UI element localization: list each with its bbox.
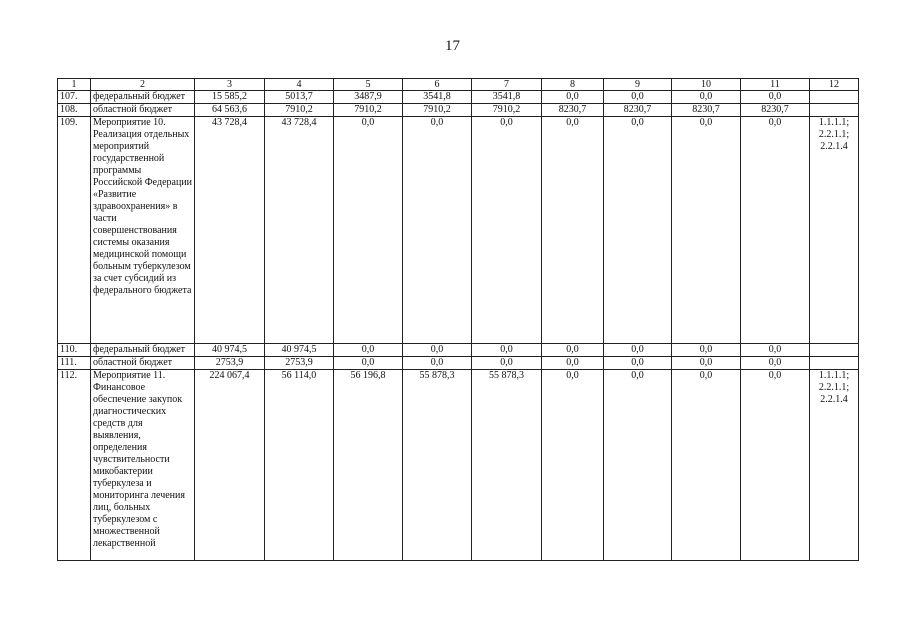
row-number: 109. (58, 117, 91, 344)
table-cell: 3487,9 (334, 91, 403, 104)
row-name: Мероприятие 10. Реализация отдельных мероприятий государственной программы Российской Федерации «Развитие здравоохранения» в части совершенствования системы оказания медицинской помощи больным туберкулезом за счет субсидий из федерального бюджета (91, 117, 195, 344)
column-header: 5 (334, 79, 403, 91)
column-header: 11 (741, 79, 810, 91)
table-cell: 8230,7 (741, 104, 810, 117)
table-cell: 40 974,5 (265, 344, 334, 357)
table-cell: 8230,7 (542, 104, 604, 117)
table-cell: 0,0 (741, 370, 810, 561)
column-header: 9 (604, 79, 672, 91)
table-cell: 0,0 (403, 344, 472, 357)
row-number: 112. (58, 370, 91, 561)
page-number: 17 (445, 38, 460, 54)
table-cell: 7910,2 (403, 104, 472, 117)
table-cell: 43 728,4 (195, 117, 265, 344)
table-cell: 0,0 (672, 370, 741, 561)
table-cell: 64 563,6 (195, 104, 265, 117)
table-cell: 56 114,0 (265, 370, 334, 561)
table-cell: 0,0 (672, 117, 741, 344)
table-cell: 5013,7 (265, 91, 334, 104)
table-cell: 0,0 (472, 344, 542, 357)
column-header: 8 (542, 79, 604, 91)
row-name: Мероприятие 11. Финансовое обеспечение закупок диагностических средств для выявления, определения чувствительности микобактерии туберкулеза и мониторинга лечения лиц, больных туберкулезом с множественной лекарственной (91, 370, 195, 561)
table-cell: 8230,7 (672, 104, 741, 117)
row-number: 111. (58, 357, 91, 370)
table-row (58, 357, 859, 370)
table-cell: 224 067,4 (195, 370, 265, 561)
table-row (58, 104, 859, 117)
row-codes (810, 344, 859, 357)
column-header: 7 (472, 79, 542, 91)
table-cell: 0,0 (672, 357, 741, 370)
table-cell: 3541,8 (403, 91, 472, 104)
column-header: 6 (403, 79, 472, 91)
table-cell: 55 878,3 (403, 370, 472, 561)
table-cell: 55 878,3 (472, 370, 542, 561)
table-cell: 0,0 (334, 357, 403, 370)
table-cell: 0,0 (403, 117, 472, 344)
table-cell: 0,0 (542, 370, 604, 561)
table-row (58, 117, 859, 344)
table-cell: 2753,9 (195, 357, 265, 370)
column-header: 10 (672, 79, 741, 91)
table-cell: 0,0 (334, 344, 403, 357)
table-cell: 0,0 (334, 117, 403, 344)
table-cell: 40 974,5 (195, 344, 265, 357)
table-cell: 0,0 (403, 357, 472, 370)
table-cell: 0,0 (604, 91, 672, 104)
row-codes (810, 357, 859, 370)
table-cell: 7910,2 (265, 104, 334, 117)
table-cell: 0,0 (672, 344, 741, 357)
row-number: 110. (58, 344, 91, 357)
table-row (58, 344, 859, 357)
table-cell: 0,0 (542, 344, 604, 357)
table-cell: 2753,9 (265, 357, 334, 370)
row-codes (810, 91, 859, 104)
row-name: федеральный бюджет (91, 91, 195, 104)
column-header: 4 (265, 79, 334, 91)
table-cell: 56 196,8 (334, 370, 403, 561)
table-cell: 0,0 (741, 357, 810, 370)
column-header: 1 (58, 79, 91, 91)
table-cell: 0,0 (542, 117, 604, 344)
table-cell: 7910,2 (334, 104, 403, 117)
table-row (58, 370, 859, 561)
table-cell: 0,0 (604, 370, 672, 561)
column-header: 2 (91, 79, 195, 91)
table-cell: 15 585,2 (195, 91, 265, 104)
row-name: областной бюджет (91, 357, 195, 370)
budget-table (57, 78, 859, 561)
row-number: 108. (58, 104, 91, 117)
table-cell: 0,0 (741, 344, 810, 357)
column-header: 3 (195, 79, 265, 91)
table-cell: 8230,7 (604, 104, 672, 117)
row-name: областной бюджет (91, 104, 195, 117)
table-cell: 43 728,4 (265, 117, 334, 344)
table-row (58, 91, 859, 104)
table-header-row (58, 79, 859, 91)
table-cell: 0,0 (542, 357, 604, 370)
table-cell: 0,0 (741, 117, 810, 344)
row-codes (810, 104, 859, 117)
table-cell: 0,0 (472, 117, 542, 344)
row-name: федеральный бюджет (91, 344, 195, 357)
table-cell: 0,0 (741, 91, 810, 104)
table-cell: 0,0 (604, 344, 672, 357)
table-cell: 0,0 (672, 91, 741, 104)
table-cell: 7910,2 (472, 104, 542, 117)
column-header: 12 (810, 79, 859, 91)
table-cell: 0,0 (472, 357, 542, 370)
table-cell: 0,0 (604, 117, 672, 344)
table-cell: 3541,8 (472, 91, 542, 104)
table-cell: 0,0 (604, 357, 672, 370)
table-cell: 0,0 (542, 91, 604, 104)
row-number: 107. (58, 91, 91, 104)
row-codes: 1.1.1.1; 2.2.1.1; 2.2.1.4 (810, 370, 859, 561)
row-codes: 1.1.1.1; 2.2.1.1; 2.2.1.4 (810, 117, 859, 344)
